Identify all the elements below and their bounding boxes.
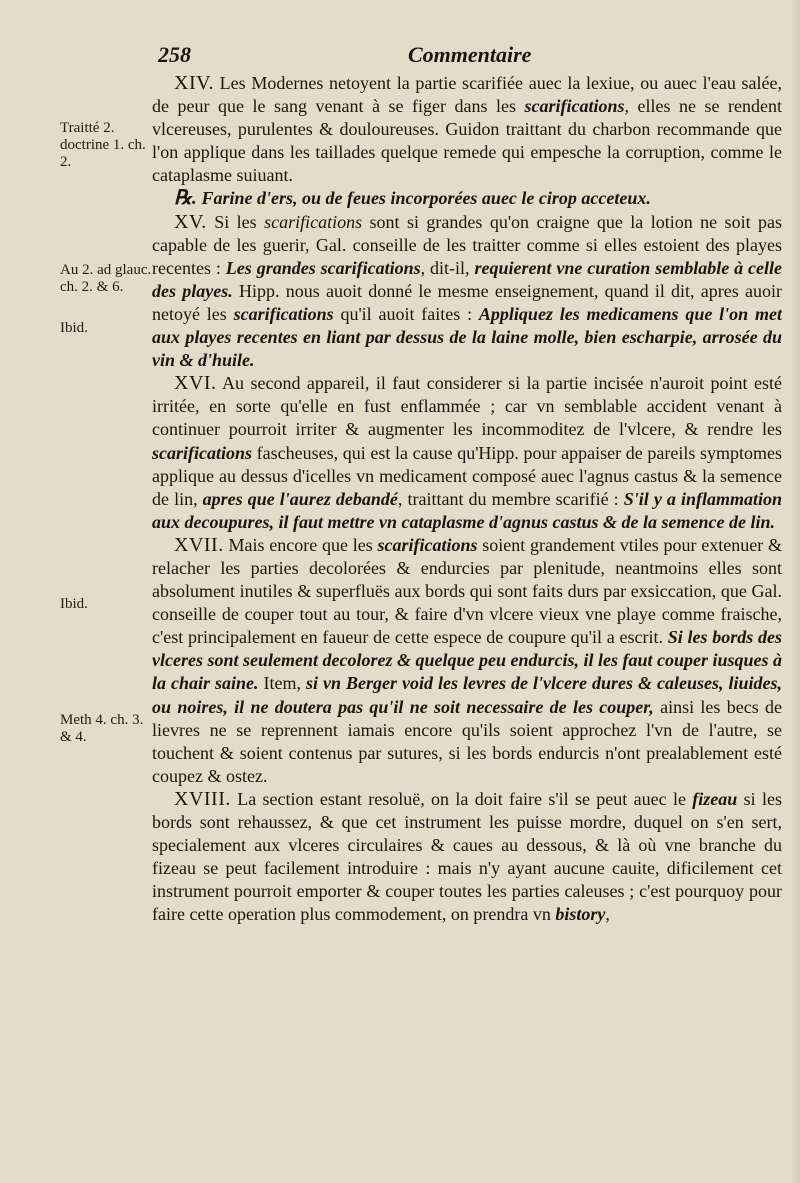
text-run: sont si grandes qu'on craigne que la lotion ne soit pas capable de les guerir, Gal. conseille de les traitter comme si elles estoient des playes recentes : — [152, 211, 782, 278]
page-edge-shadow — [792, 0, 800, 1183]
italic-run: requierent vne curation semblable à celle des playes. — [152, 257, 782, 301]
text-run: , dit-il, — [420, 257, 475, 278]
text-run: , traittant du membre scarifié : — [397, 488, 624, 509]
text-run: si les bords sont rehaussez, & que cet instrument les puisse mordre, duquel on s'en sert, specialement aux vlceres circulaires & caues au dessous, & là où vne branche du fizeau se peut facilement introduire : mais n'y ayant aucune cauite, dificilement cet instrument pourroit emporter & couper toutes les parties caleuses ; c'est pourquoy pour faire cette operation plus commodement, on prendra vn — [152, 788, 782, 925]
text-run: qu'il auoit faites : — [333, 303, 479, 324]
italic-run: bistory — [555, 904, 606, 925]
text-run: soient grandement vtiles pour extenuer & relacher les parties decolorées & endurcies par plenitude, neantmoins elles sont absolument inutiles & superfluës aux bords qui sont faits durs par exsiccation, que Gal. conseille de couper tout au tour, & faire d'vn vlcere vieux vne playe comme fraische, c'est principalement en faueur de cette espece de coupure qu'il a escrit. — [152, 534, 782, 648]
text-run: , elles ne se rendent vlcereuses, purulentes & douloureuses. Guidon traittant du charbon recommande que l'on applique dans les taillades quelque remede qui empesche la corruption, comme le cataplasme suiuant. — [152, 96, 782, 186]
margin-note-ibid-2: Ibid. — [60, 596, 88, 612]
paragraph-xvi — [152, 372, 782, 534]
page-number: 258 — [158, 42, 191, 67]
margin-note-glauc: Au 2. ad glauc. ch. 2. & 6. — [60, 262, 152, 295]
text-run: , — [605, 904, 610, 925]
italic-run: Si les bords des vlceres sont seulement decolorez & quelque peu endurcis, il les faut couper iusques à la chair saine. — [152, 627, 782, 694]
recipe-symbol: ℞. — [174, 187, 197, 210]
text-run: Mais encore que les — [223, 534, 378, 555]
margin-note-meth: Meth 4. ch. 3. & 4. — [60, 712, 144, 745]
text-run: Les Modernes netoyent la partie scarifiée auec la lexiue, ou auec l'eau salée, de peur que le sang venant à se figer dans les — [152, 73, 782, 117]
paragraph-number: XV. — [174, 210, 207, 233]
paragraph-number: XVII. — [174, 533, 224, 556]
paragraph-number: XVI. — [174, 372, 217, 395]
text-run: Si les — [206, 211, 265, 232]
text-run: Hipp. nous auoit donné le mesme enseignement, quand il dit, apres auoir netoyé les — [152, 280, 782, 324]
italic-run: scarifications — [377, 534, 478, 555]
italic-run: Les grandes scarifications — [225, 257, 421, 278]
text-run: ainsi les becs de lievres ne se reprennent iamais encore qu'ils soient approchez l'vn de l'autre, se touchent & soient contenus par sutures, si les bords endurcis n'ont prealablement esté coupez & ostez. — [152, 696, 782, 786]
margin-note-traitte: Traitté 2. doctrine 1. ch. 2. — [60, 120, 146, 170]
italic-run: S'il y a inflammation aux decoupures, il faut mettre vn cataplasme d'agnus castus & de la semence de lin. — [152, 488, 783, 532]
italic-run: scarifications — [152, 442, 253, 463]
text-run: Item, — [258, 673, 307, 694]
italic-run: fizeau — [692, 788, 738, 809]
paragraph-xviii — [152, 788, 782, 927]
italic-run: si vn Berger void les levres de l'vlcere dures & caleuses, liuides, ou noires, il ne doutera pas qu'il ne soit necessaire de les couper, — [152, 673, 782, 717]
italic-run: scarifications — [233, 303, 334, 324]
paragraph-number: XIV. — [174, 72, 214, 94]
margin-note-ibid-1: Ibid. — [60, 320, 88, 336]
paragraph-xiv — [152, 72, 782, 187]
paragraph-xv — [152, 211, 782, 373]
recipe-line — [152, 187, 782, 210]
running-head: Commentaire — [408, 42, 532, 67]
body-text — [152, 72, 782, 926]
italic-run: scarifications — [524, 96, 625, 117]
italic-run: scarifications — [264, 211, 363, 232]
text-run: fascheuses, qui est la cause qu'Hipp. pour appaiser de pareils symptomes applique au dessus d'icelles vn medicament composé auec l'agnus castus & la semence de lin, — [152, 442, 782, 509]
page-header — [158, 42, 778, 70]
text-run: Au second appareil, il faut considerer si la partie incisée n'auroit point esté irritée, en sorte qu'elle en fust enflammée ; car vn semblable accident venant à continuer pourroit irriter & augmenter les incommoditez de l'vlcere, & rendre les — [152, 373, 782, 440]
text-run: La section estant resoluë, on la doit faire s'il se peut auec le — [230, 788, 693, 809]
italic-run: apres que l'aurez debandé — [202, 488, 398, 509]
recipe-text: Farine d'ers, ou de feues incorporées auec le cirop acceteux. — [196, 188, 651, 209]
paragraph-number: XVIII. — [174, 787, 231, 810]
paragraph-xvii — [152, 534, 782, 788]
italic-run: Appliquez les medicamens que l'on met aux playes recentes en liant par dessus de la laine molle, bien escharpie, arrosée du vin & d'huile. — [152, 303, 782, 371]
